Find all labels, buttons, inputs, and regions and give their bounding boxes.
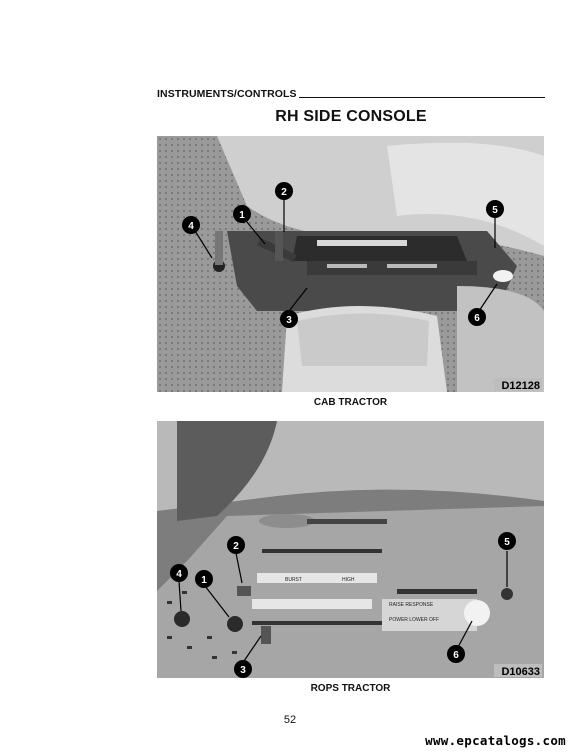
plate-label-power-lower-off: POWER LOWER OFF	[389, 617, 439, 623]
page-number: 52	[283, 714, 297, 726]
footer-url[interactable]: www.epcatalogs.com	[425, 733, 566, 748]
callout-4-number: 4	[188, 221, 194, 232]
callout-5-number: 5	[492, 205, 498, 216]
callout-6-number: 6	[474, 313, 480, 324]
rops-tractor-illustration	[157, 421, 544, 678]
section-header-rule	[299, 97, 545, 98]
callout-1	[195, 570, 213, 588]
callout-3	[280, 310, 298, 328]
callout-4-number: 4	[176, 569, 182, 580]
callout-5	[498, 532, 516, 550]
plate-label-high: HIGH	[342, 577, 355, 583]
figure-code: D10633	[501, 666, 540, 678]
callout-6	[468, 308, 486, 326]
callout-6	[447, 645, 465, 663]
callout-6-number: 6	[453, 650, 459, 661]
plate-label-burst: BURST	[285, 577, 302, 583]
callout-2-number: 2	[281, 187, 287, 198]
callout-3	[234, 660, 252, 678]
callout-3-number: 3	[240, 665, 246, 676]
figure-code: D12128	[501, 380, 540, 392]
callout-1-number: 1	[201, 575, 207, 586]
rops-tractor-photo	[157, 421, 544, 678]
callout-5	[486, 200, 504, 218]
callout-1	[233, 205, 251, 223]
callout-1-number: 1	[239, 210, 245, 221]
callout-4	[182, 216, 200, 234]
callout-4	[170, 564, 188, 582]
page-title: RH SIDE CONSOLE	[275, 108, 427, 125]
callout-2	[275, 182, 293, 200]
callout-3-number: 3	[286, 315, 292, 326]
cab-tractor-photo	[157, 136, 544, 392]
callout-2-number: 2	[233, 541, 239, 552]
cab-tractor-illustration	[157, 136, 544, 392]
section-header	[157, 86, 545, 100]
callout-5-number: 5	[504, 537, 510, 548]
callout-2	[227, 536, 245, 554]
section-header-text: INSTRUMENTS/CONTROLS	[157, 88, 297, 100]
plate-label-raise-response: RAISE RESPONSE	[389, 602, 434, 608]
cab-tractor-caption: CAB TRACTOR	[313, 397, 388, 408]
rops-tractor-caption: ROPS TRACTOR	[310, 683, 391, 694]
